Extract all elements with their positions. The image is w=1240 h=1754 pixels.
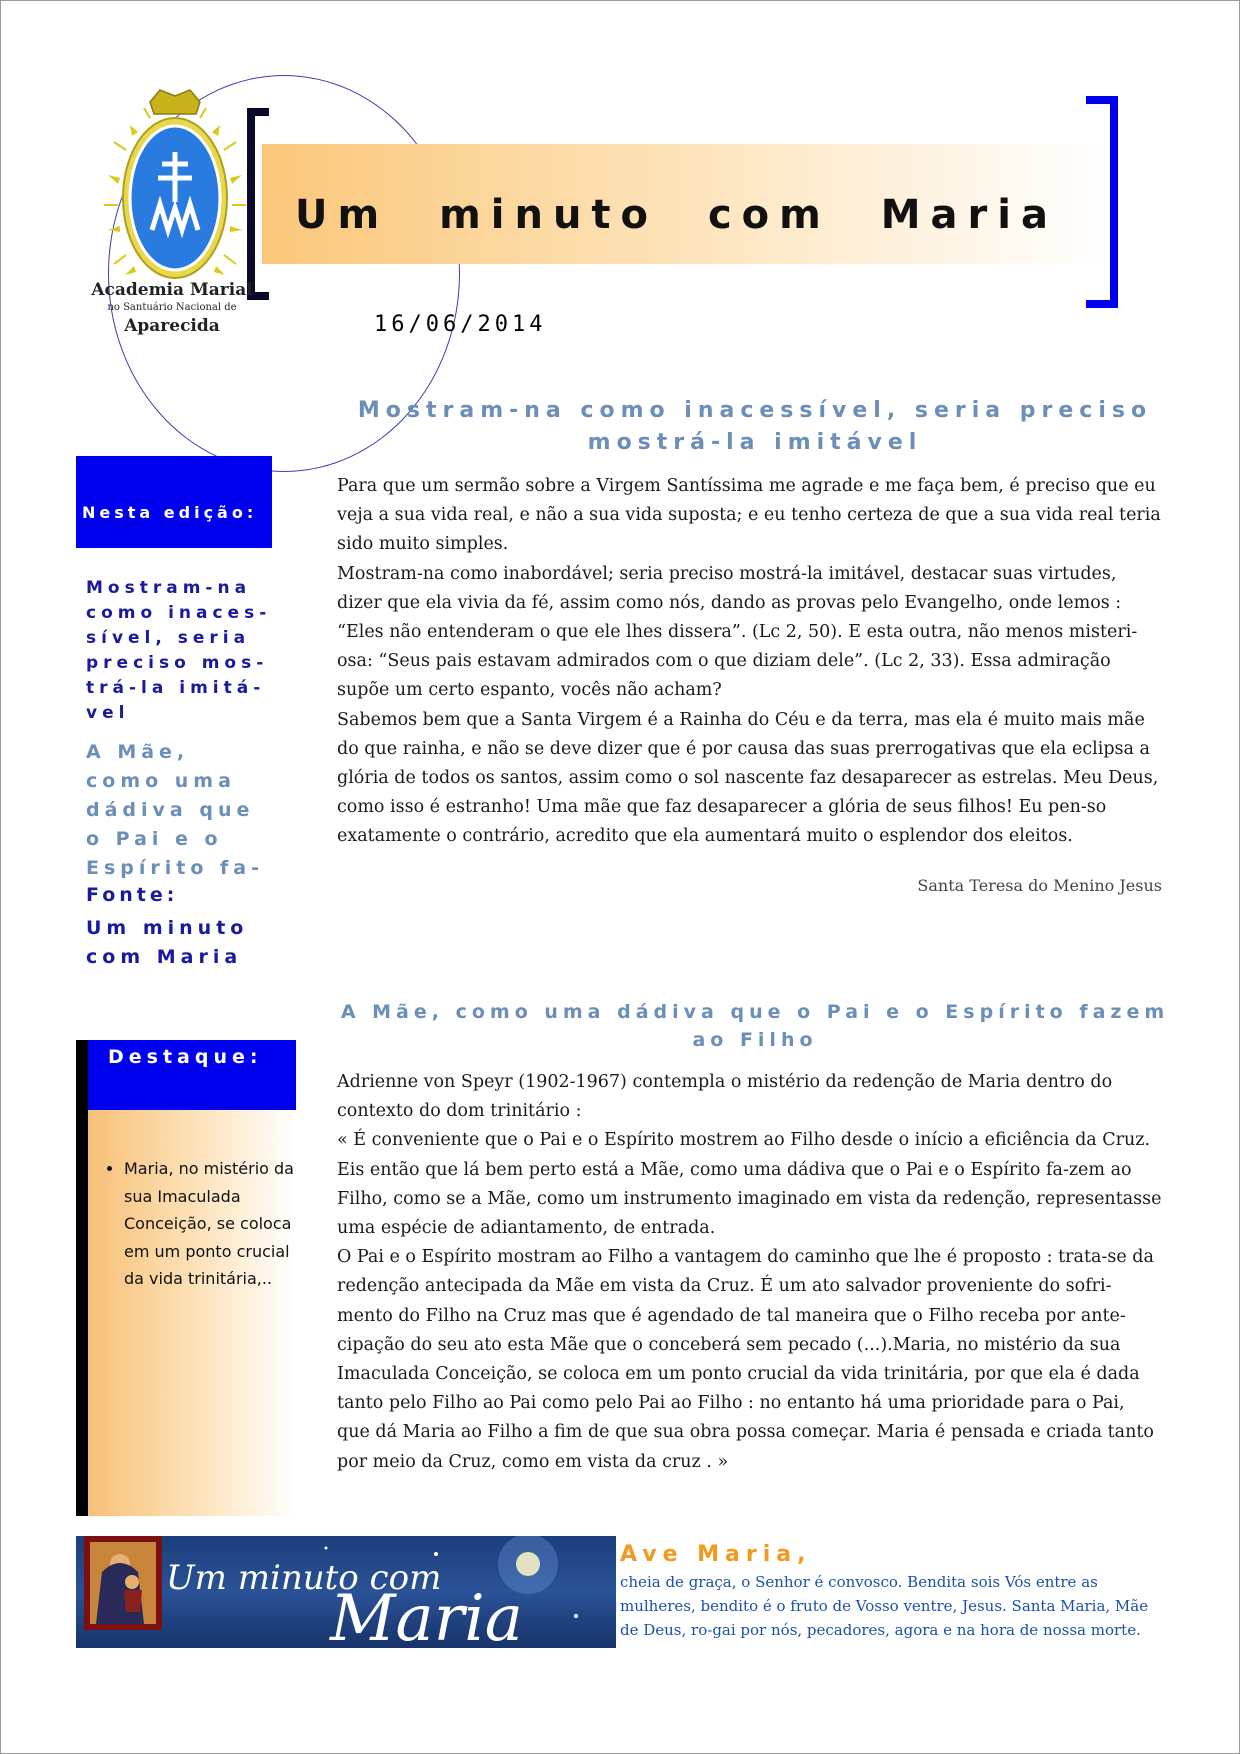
article-2-paragraph: Adrienne von Speyr (1902-1967) contempla o mistério da redenção de Maria dentro do contexto do dom trinitário : xyxy=(337,1072,1113,1122)
source-label: Fonte: xyxy=(86,884,179,906)
article-2-paragraph: O Pai e o Espírito mostram ao Filho a vantagem do caminho que lhe é proposto : trata-se da redenção antecipada da Mãe em vista da Cruz. É um ato salvador proveniente do sofri-mento do Filho na Cruz mas que é agendado de tal maneira que o Filho receba por ante-cipação do seu ato esta Mãe que o conceberá sem pecado (...).Maria, no mistério da sua Imaculada Conceição, se coloca em um ponto crucial da vida trinitária, por que ela é dada tanto pelo Filho ao Pai como pelo Pai ao Filho : no entanto há uma prioridade para o Pai, que dá Maria ao Filho a fim de que sua obra possa começar. Maria é pensada e criada tanto por meio da Cruz, como em vista da cruz . » xyxy=(337,1247,1154,1472)
article-1-body xyxy=(337,472,1162,852)
article-2-paragraph: « É conveniente que o Pai e o Espírito mostrem ao Filho desde o início a eficiência da Cruz. Eis então que lá bem perto está a Mãe, como uma dádiva que o Pai e o Espírito fa-zem ao Filho, como se a Mãe, como um instrumento imaginado em vista da redenção, representasse uma espécie de adiantamento, de entrada. xyxy=(337,1130,1162,1239)
article-1-signature: Santa Teresa do Menino Jesus xyxy=(917,876,1162,895)
edition-label-box: Nesta edição: xyxy=(76,456,272,548)
highlight-header: Destaque: xyxy=(88,1040,296,1110)
article-1-paragraph: Mostram-na como inabordável; seria preciso mostrá-la imitável, destacar suas virtudes, dizer que ela vivia da fé, assim como nós, dando as provas pelo Evangelho, onde lemos : “Eles não entenderam o que ele lhes dissera”. (Lc 2, 50). E esta outra, não menos misteri-osa: “Seus pais estavam admirados com o que diziam dele”. (Lc 2, 33). Essa admiração supõe um certo espanto, vocês não acham? xyxy=(337,563,1138,701)
footer-banner-line-2: Maria xyxy=(330,1582,523,1656)
article-1-paragraph: Para que um sermão sobre a Virgem Santíssima me agrade e me faça bem, é preciso que eu veja a sua vida real, e não a sua vida suposta; e eu tenho certeza de que a sua vida real teria sido muito simples. xyxy=(337,476,1161,555)
logo-line-1: Academia Marial xyxy=(91,280,253,300)
article-1-title: Mostram-na como inacessível, seria preciso mostrá-la imitável xyxy=(357,398,1153,455)
article-2-body xyxy=(337,1068,1162,1477)
toc-item-2[interactable]: A Mãe, como uma dádiva que o Pai e o Espírito fa- xyxy=(86,741,265,879)
highlight-list xyxy=(100,1155,300,1293)
article-1-paragraph: Sabemos bem que a Santa Virgem é a Rainha do Céu e da terra, mas ela é muito mais mãe do que rainha, e não se deve dizer que é por causa das suas prerrogativas que ela eclipsa a glória de todos os santos, assim como o sol nascente faz desaparecer as estrelas. Meu Deus, como isso é estranho! Uma mãe que faz desaparecer a glória de seus filhos! Eu pen-so exatamente o contrário, acredito que ela aumentará muito o esplendor dos eleitos. xyxy=(337,709,1159,847)
article-2-title: A Mãe, como uma dádiva que o Pai e o Espírito fazem ao Filho xyxy=(340,1001,1170,1051)
logo-line-2: no Santuário Nacional de xyxy=(107,302,237,313)
logo-line-3: Aparecida xyxy=(124,316,220,336)
prayer-text: cheia de graça, o Senhor é convosco. Bendita sois Vós entre as mulheres, bendito é o fruto de Vosso ventre, Jesus. Santa Maria, Mãe de Deus, ro-gai por nós, pecadores, agora e na hora de nossa morte. xyxy=(620,1573,1149,1639)
page-title: Um minuto com Maria xyxy=(295,192,1058,238)
issue-date: 16/06/2014 xyxy=(374,312,547,337)
highlight-list-item: • Maria, no mistério da sua Imaculada Conceição, se coloca em um ponto crucial da vida trinitária,.. xyxy=(124,1155,300,1293)
footer-banner-line-1: Um minuto com xyxy=(166,1558,442,1598)
madonna-icon xyxy=(90,1542,156,1624)
toc-item-1[interactable]: Mostram-na como inaces-sível, seria preciso mos-trá-la imitá-vel xyxy=(86,578,272,723)
source-value: Um minuto com Maria xyxy=(86,917,249,968)
highlight-side-bar xyxy=(76,1040,88,1516)
right-bracket xyxy=(1086,96,1118,308)
prayer-title: Ave Maria, xyxy=(620,1542,812,1567)
